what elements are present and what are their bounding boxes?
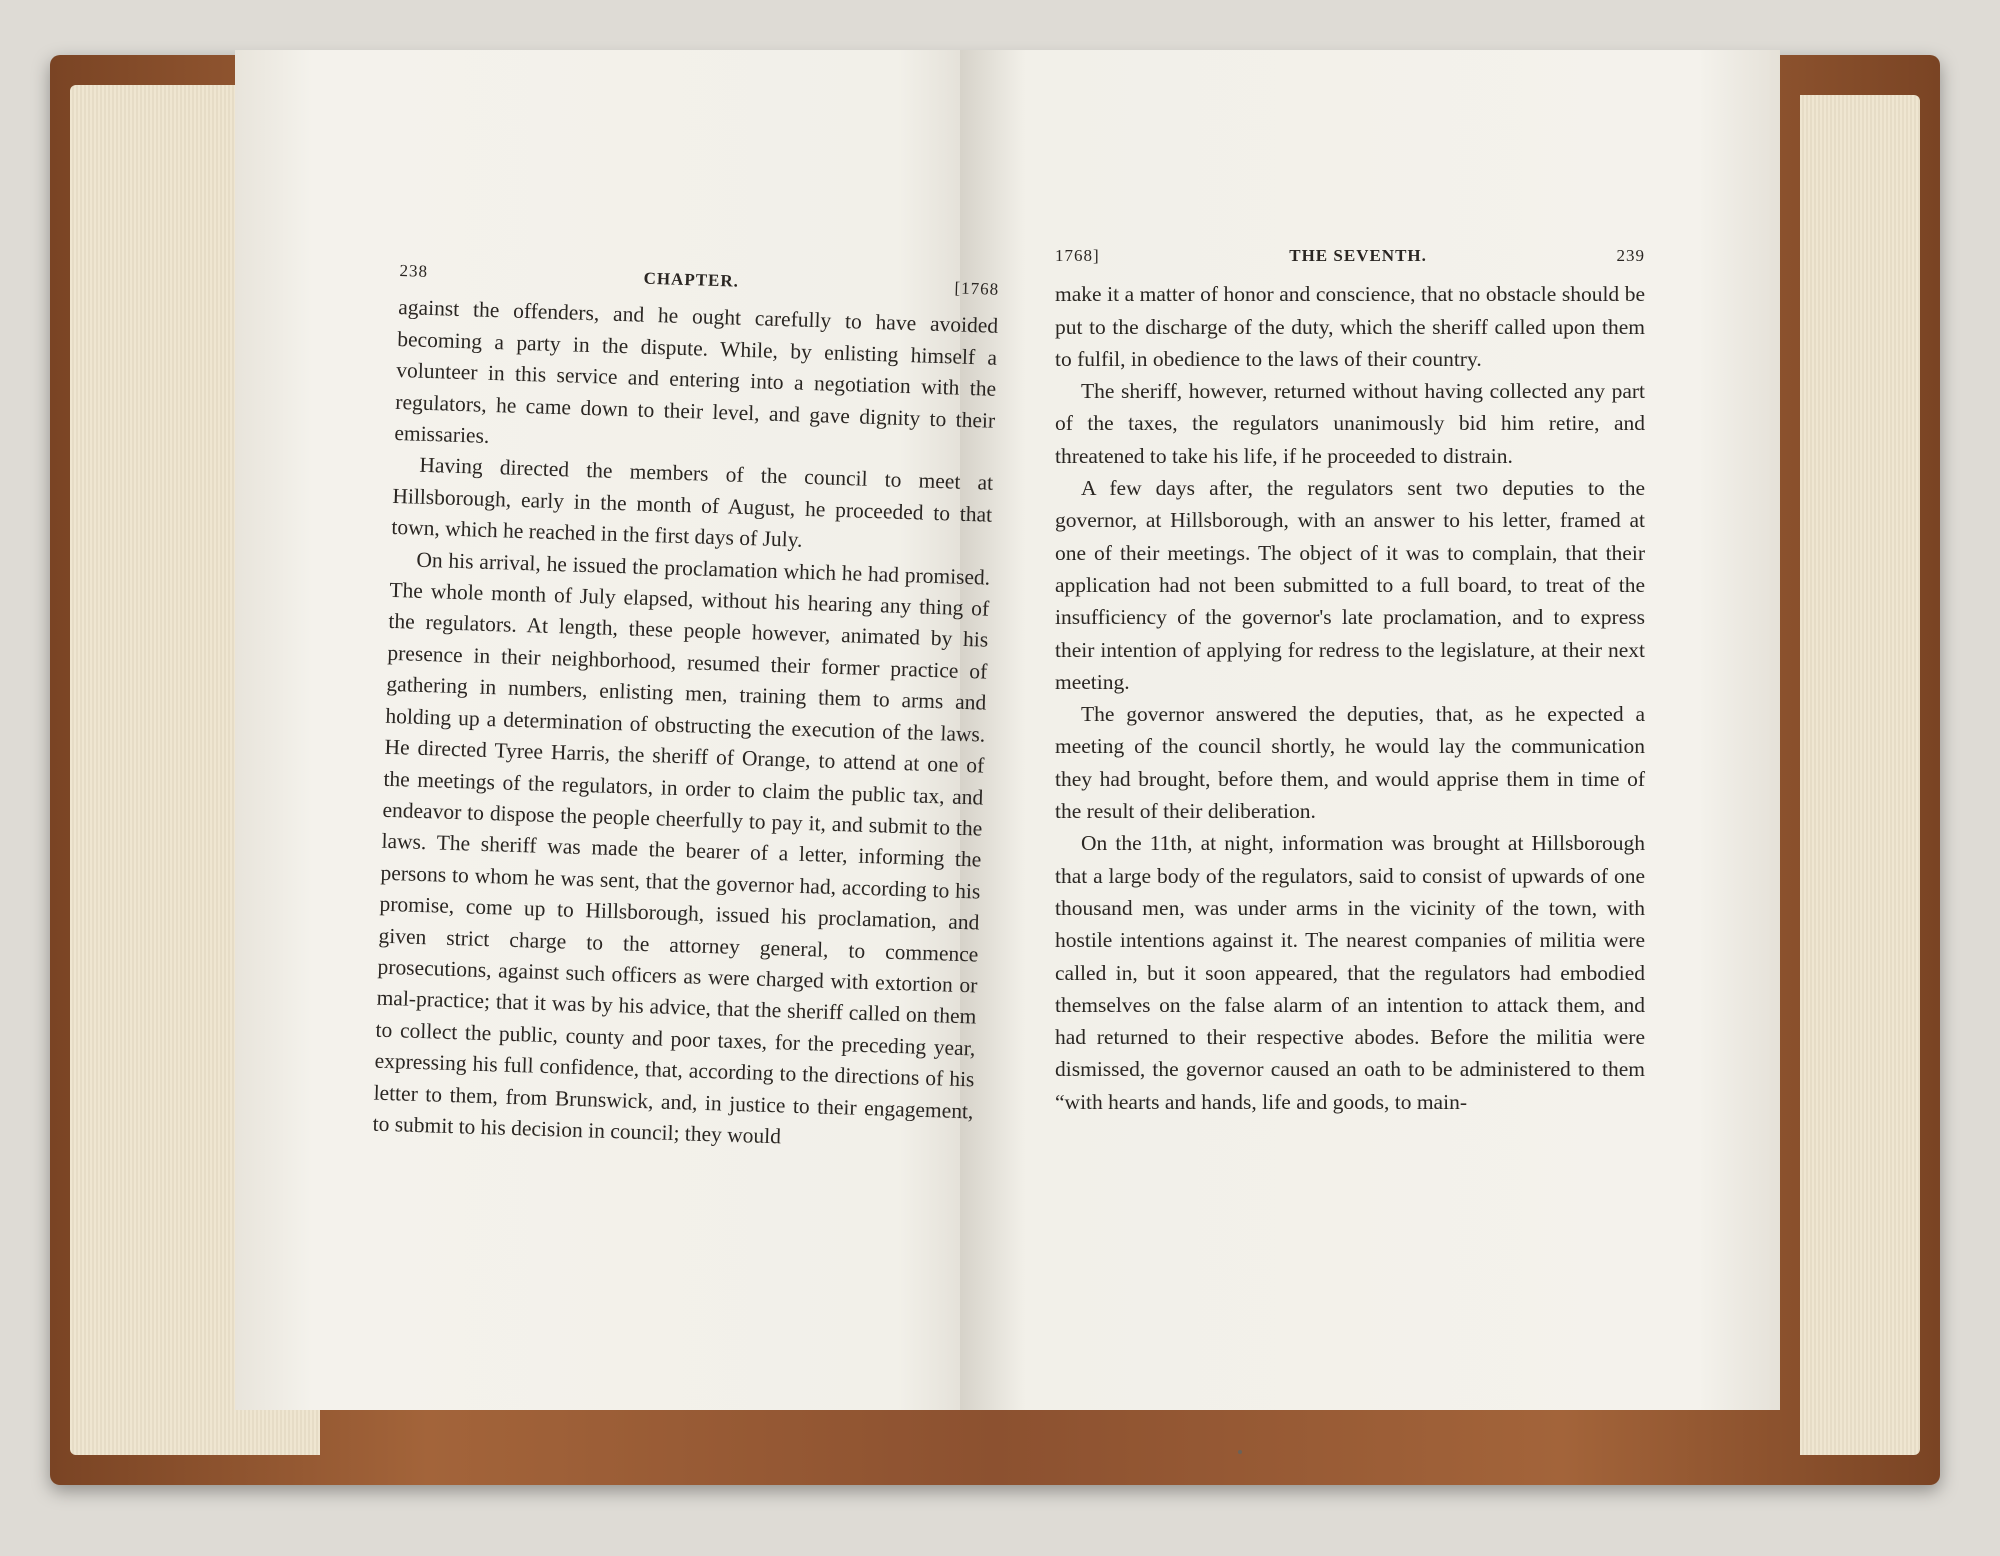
right-page-text xyxy=(1055,240,1645,1118)
left-head-year: [1768 xyxy=(954,278,1000,299)
right-head-title: THE SEVENTH. xyxy=(1289,246,1427,265)
paper-speck xyxy=(1238,1450,1242,1454)
paragraph: The sheriff, however, returned without having collected any part of the taxes, the regulators unanimously bid him retire, and threatened to take his life, if he proceeded to distrain. xyxy=(1055,379,1645,468)
right-running-head xyxy=(1055,240,1645,272)
paragraph: against the offenders, and he ought carefully to have avoided becoming a party in the dispute. While, by enlisting himself a volunteer in this service and entering into a negotiation with the regulators, he came down to their level, and gave dignity to their emissaries. xyxy=(394,295,999,448)
paragraph: A few days after, the regulators sent two deputies to the governor, at Hillsborough, with an answer to his letter, framed at one of their meetings. The object of it was to complain, that their application had not been submitted to a full board, to treat of the insufficiency of the governor's late proclamation, and to express their intention of applying for redress to the legislature, at their next meeting. xyxy=(1055,476,1645,694)
paragraph: On his arrival, he issued the proclamation which he had promised. The whole month of July elapsed, without his hearing any thing of the regulators. At length, these people however, animated by his presence in their neighborhood, resumed their former practice of gathering in numbers, enlisting men, training them to arms and holding up a determination of obstructing the execution of the laws. He directed Tyree Harris, the sheriff of Orange, to attend at one of the meetings of the regulators, in order to claim the public tax, and endeavor to dispose the people cheerfully to pay it, and submit to the laws. The sheriff was made the bearer of a letter, informing the persons to whom he was sent, that the governor had, according to his promise, come up to Hillsborough, issued his proclamation, and given strict charge to the attorney general, to commence prosecutions, against such officers as were charged with extortion or mal-practice; that it was by his advice, that the sheriff called on them to collect the public, county and poor taxes, for the preceding year, expressing his full confidence, that, according to the directions of his letter to them, from Brunswick, and, in justice to their engagement, to submit to his decision in council; they would xyxy=(372,547,991,1149)
left-page-text xyxy=(372,255,1000,1159)
left-page-number: 238 xyxy=(399,260,429,281)
page-edges-right xyxy=(1800,95,1920,1455)
paragraph: On the 11th, at night, information was brought at Hillsborough that a large body of the regulators, said to consist of upwards of one thousand men, was under arms in the vicinity of the town, with hostile intentions against it. The nearest companies of militia were called in, but it soon appeared, that the regulators had embodied themselves on the false alarm of an intention to attack them, and had returned to their respective abodes. Before the militia were dismissed, the governor caused an oath to be administered to them “with hearts and hands, life and goods, to main- xyxy=(1055,831,1645,1114)
right-page-number: 239 xyxy=(1616,246,1645,265)
right-head-year: 1768] xyxy=(1055,246,1100,265)
left-head-title: CHAPTER. xyxy=(643,268,740,291)
paragraph: make it a matter of honor and conscience, that no obstacle should be put to the discharge of the duty, which the sheriff called upon them to fulfil, in obedience to the laws of their country. xyxy=(1055,282,1645,371)
paragraph: Having directed the members of the council to meet at Hillsborough, early in the month of August, he proceeded to that town, which he reached in the first days of July. xyxy=(391,453,994,553)
paragraph: The governor answered the deputies, that, as he expected a meeting of the council shortly, he would lay the communication they had brought, before them, and would apprise them in time of the result of their deliberation. xyxy=(1055,702,1645,824)
